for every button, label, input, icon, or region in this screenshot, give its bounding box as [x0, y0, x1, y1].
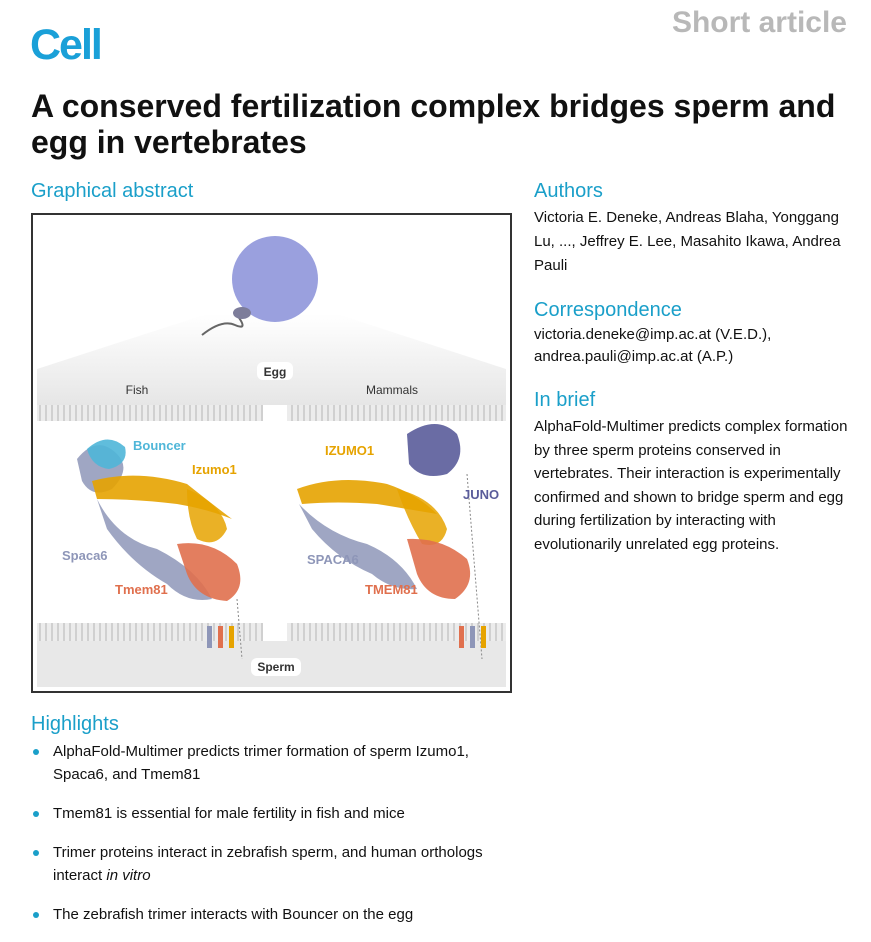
egg-membrane-left [37, 405, 263, 421]
mammals-label: Mammals [365, 383, 419, 397]
journal-logo: Cell [30, 21, 101, 69]
article-title: A conserved fertilization complex bridges sperm and egg in vertebrates [31, 88, 836, 160]
juno-label: JUNO [463, 487, 500, 502]
correspondence-heading: Correspondence [534, 299, 682, 321]
highlights-heading: Highlights [31, 713, 119, 735]
spaca6-fish-label: Spaca6 [62, 548, 108, 563]
tmem81-fish-label: Tmem81 [115, 582, 168, 597]
correspondence-email-1[interactable]: victoria.deneke@imp.ac.at (V.E.D.), [534, 326, 772, 343]
correspondence-email-2[interactable]: andrea.pauli@imp.ac.at (A.P.) [534, 348, 734, 365]
authors-list: Victoria E. Deneke, Andreas Blaha, Yonggang Lu, ..., Jeffrey E. Lee, Masahito Ikawa, Andrea Pauli [534, 209, 841, 274]
in-brief-text: AlphaFold-Multimer predicts complex formation by three sperm proteins conserved in vertebrates. Their interaction is experimentally confirmed and shown to bridge sperm and egg during fertilization by interacting with evolutionarily unrelated egg proteins. [534, 418, 848, 553]
fish-label: Fish [125, 383, 149, 397]
egg-label: Egg [263, 365, 287, 379]
authors-heading: Authors [534, 180, 603, 202]
egg-membrane-right [287, 405, 506, 421]
sperm-head-shape [233, 307, 251, 319]
graphical-abstract-heading: Graphical abstract [31, 180, 194, 202]
article-type-label: Short article [671, 6, 847, 39]
highlight-item: Tmem81 is essential for male fertility in fish and mice [31, 802, 501, 825]
highlights-list [31, 740, 501, 942]
graphical-abstract-illustration [37, 219, 506, 687]
in-brief-heading: In brief [534, 389, 596, 411]
highlight-item: Trimer proteins interact in zebrafish sperm, and human orthologs interact in vitro [31, 841, 501, 887]
correspondence-block [534, 324, 854, 368]
tmem81-mammal-label: TMEM81 [365, 582, 418, 597]
izumo1-mammal-label: IZUMO1 [325, 443, 375, 458]
bouncer-label: Bouncer [133, 438, 186, 453]
highlight-item: The zebrafish trimer interacts with Bouncer on the egg [31, 903, 501, 926]
spaca6-mammal-label: SPACA6 [307, 552, 359, 567]
sperm-label: Sperm [257, 660, 295, 674]
highlight-item: AlphaFold-Multimer predicts trimer formation of sperm Izumo1, Spaca6, and Tmem81 [31, 740, 501, 786]
izumo1-fish-label: Izumo1 [192, 462, 237, 477]
graphical-abstract-figure [31, 213, 512, 693]
